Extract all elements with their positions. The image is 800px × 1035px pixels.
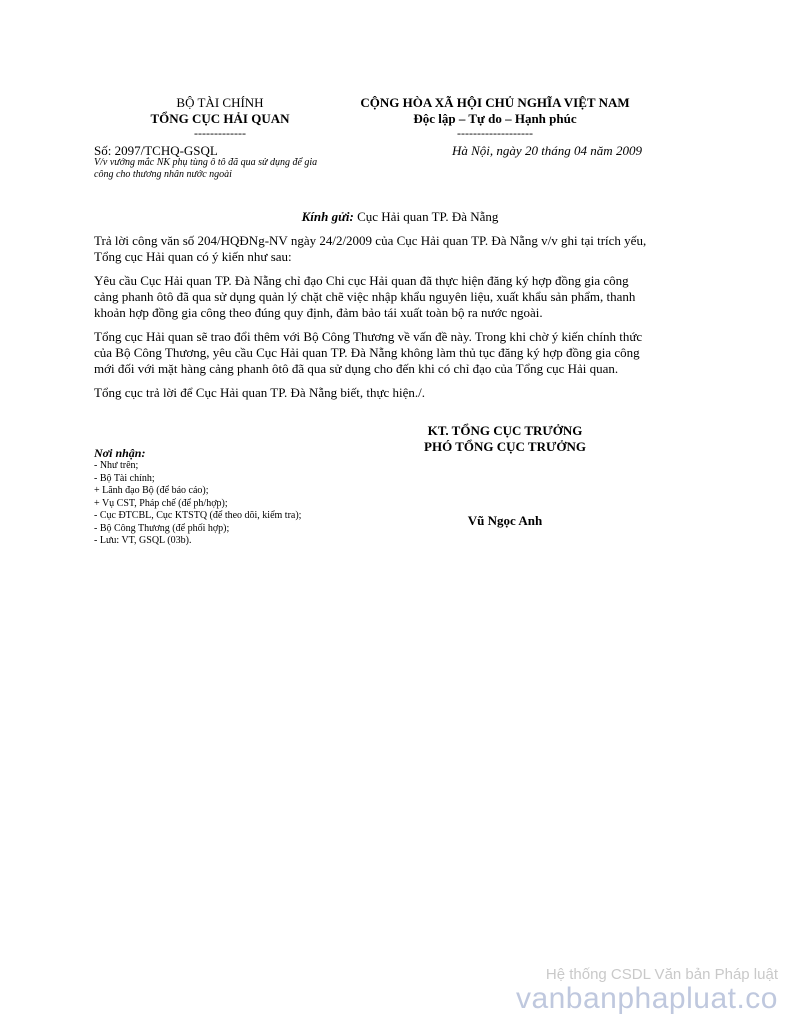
signer-title-1: KT. TỔNG CỤC TRƯỞNG xyxy=(427,423,583,438)
department-name: TỔNG CỤC HẢI QUAN xyxy=(150,111,290,126)
watermark-site-name: vanbanphapluat.co xyxy=(515,982,778,1015)
watermark-caption: Hệ thống CSDL Văn bản Pháp luật xyxy=(545,966,778,983)
addressee xyxy=(94,209,706,225)
addressee-label: Kính gửi: xyxy=(301,209,354,224)
national-motto: Độc lập – Tự do – Hạnh phúc xyxy=(413,111,577,126)
national-divider: ------------------- xyxy=(457,126,533,140)
recipient-item: + Vụ CST, Pháp chế (để ph/hợp); xyxy=(94,497,228,509)
body-paragraph-3: Tổng cục Hải quan sẽ trao đổi thêm với Bộ Công Thương về vấn đề này. Trong khi chờ ý kiến chính thức của Bộ Công Thương, yêu cầu Cục Hải quan TP. Đà Nẵng không làm thủ tục đăng ký hợp đồng gia công mới đối với mặt hàng cảng phanh ôtô đã qua sử dụng cho đến khi có chỉ đạo của Tổng cục Hải quan. xyxy=(94,329,643,376)
letter-body xyxy=(94,233,654,409)
recipients-list xyxy=(94,460,301,548)
document-number: Số: 2097/TCHQ-GSQL xyxy=(94,143,218,158)
recipients-heading: Nơi nhận: xyxy=(94,446,146,460)
recipient-item: - Bộ Công Thương (để phối hợp); xyxy=(94,522,230,534)
subject-line-2: công cho thương nhân nước ngoài xyxy=(94,169,232,180)
issuer-block xyxy=(120,95,320,139)
recipient-item: - Lưu: VT, GSQL (03b). xyxy=(94,535,192,546)
body-paragraph-4: Tổng cục trả lời để Cục Hải quan TP. Đà Nẵng biết, thực hiện./. xyxy=(94,385,426,400)
signature-block xyxy=(395,423,615,455)
body-paragraph-1: Trả lời công văn số 204/HQĐNg-NV ngày 24/2/2009 của Cục Hải quan TP. Đà Nẵng v/v ghi tại trích yếu, Tổng cục Hải quan có ý kiến như sau: xyxy=(94,233,647,264)
recipient-item: - Cục ĐTCBL, Cục KTSTQ (để theo dõi, kiểm tra); xyxy=(94,510,302,521)
recipient-item: - Như trên; xyxy=(94,460,139,471)
country-name: CỘNG HÒA XÃ HỘI CHỦ NGHĨA VIỆT NAM xyxy=(360,95,630,110)
issue-date: Hà Nội, ngày 20 tháng 04 năm 2009 xyxy=(452,143,642,158)
issuer-divider: ------------- xyxy=(194,126,246,140)
body-paragraph-2: Yêu cầu Cục Hải quan TP. Đà Nẵng chỉ đạo Chi cục Hải quan đã thực hiện đăng ký hợp đồng gia công cảng phanh ôtô đã qua sử dụng quản lý chặt chẽ việc nhập khẩu nguyên liệu, xuất khẩu sản phẩm, thanh khoản hợp đồng gia công theo đúng quy định, đảm bảo tái xuất toàn bộ ra nước ngoài. xyxy=(94,273,636,320)
signer-title-2: PHÓ TỔNG CỤC TRƯỞNG xyxy=(424,439,586,454)
recipient-item: + Lãnh đạo Bộ (để báo cáo); xyxy=(94,485,209,496)
national-header xyxy=(340,95,650,139)
signer-name: Vũ Ngọc Anh xyxy=(467,513,543,528)
addressee-value: Cục Hải quan TP. Đà Nẵng xyxy=(353,209,499,224)
recipient-item: - Bộ Tài chính; xyxy=(94,472,155,484)
ministry-name: BỘ TÀI CHÍNH xyxy=(176,95,264,110)
subject-summary xyxy=(94,157,317,181)
subject-line-1: V/v vướng mắc NK phụ tùng ô tô đã qua sử dụng để gia xyxy=(94,157,318,168)
recipients-block xyxy=(94,446,301,548)
